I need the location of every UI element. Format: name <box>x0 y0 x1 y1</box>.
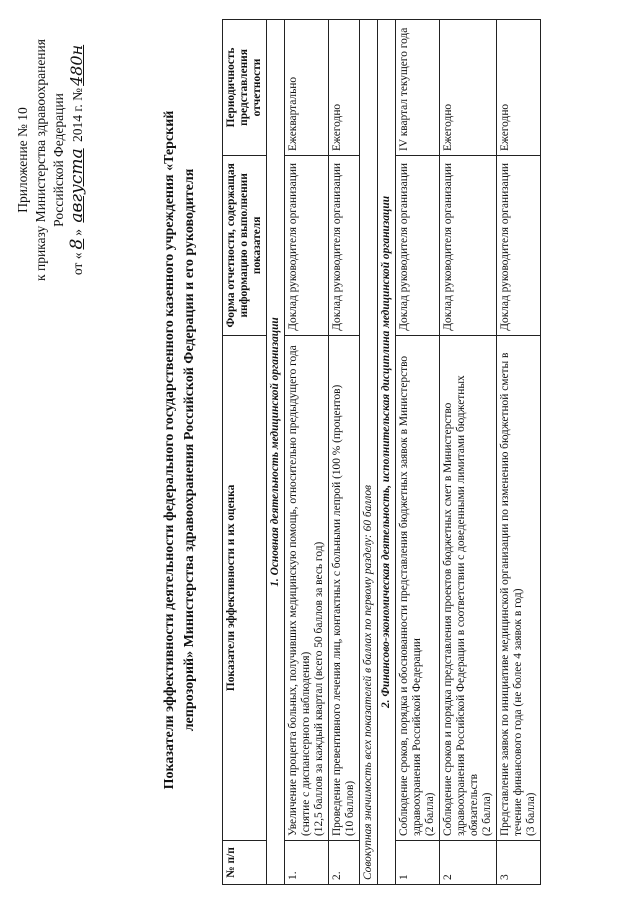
row-number: 2. <box>329 841 360 885</box>
column-number: № п/п <box>223 841 267 885</box>
title-line-1: Показатели эффективности деятельности федерального государственного казенного учреждения «Терский <box>162 110 177 790</box>
report-form-cell: Доклад руководителя организации <box>497 155 541 335</box>
indicator-text: Представление заявок по инициативе медицинской организации по изменению бюджетной сметы в течение финансового года (не более 4 заявок в год) <box>499 352 524 837</box>
indicator-cell <box>285 335 329 840</box>
section-1-title: 1. Основная деятельность медицинской организации <box>267 20 285 885</box>
order-year: 2014 г. № <box>70 87 85 142</box>
report-form-cell: Доклад руководителя организации <box>440 155 497 335</box>
appendix-number: Приложение № 10 <box>15 107 30 213</box>
order-reference: к приказу Министерства здравоохранения <box>33 39 48 281</box>
indicators-table <box>222 19 541 885</box>
column-report-form: Форма отчетности, содержащая информацию о выполнении показателя <box>223 155 267 335</box>
periodicity-cell: Ежегодно <box>497 20 541 156</box>
row-number: 2 <box>440 841 497 885</box>
column-indicator: Показатели эффективности и их оценка <box>223 335 267 840</box>
handwritten-order-number: 480н <box>67 44 86 86</box>
section-1-heading <box>267 20 285 885</box>
indicator-text: Проведение превентивного лечения лиц, контактных с больными лепрой (100 % (процентов) <box>331 384 343 837</box>
indicator-text: Соблюдение сроков и порядка представления проектов бюджетных смет в Министерство здравоохранения Российской Федерации в соответствии с доведенными лимитами бюджетных обязательств <box>442 375 480 837</box>
indicator-score: (3 балла) <box>525 792 537 837</box>
indicator-cell <box>440 335 497 840</box>
title-line-2: лепрозорий» Министерства здравоохранения Российской Федерации и его руководителя <box>182 168 197 732</box>
table-row <box>396 20 440 885</box>
document-title <box>160 35 200 865</box>
section-1-total: Совокупная значимость всех показателей в баллах по первому разделу: 60 баллов <box>360 20 378 885</box>
indicator-score: (2 балла) <box>481 792 493 837</box>
column-periodicity: Периодичность представления отчетности <box>223 20 267 156</box>
periodicity-cell: Ежегодно <box>329 20 360 156</box>
report-form-cell: Доклад руководителя организации <box>285 155 329 335</box>
order-date-line <box>68 15 87 305</box>
indicator-cell <box>329 335 360 840</box>
indicator-cell <box>396 335 440 840</box>
row-number: 1 <box>396 841 440 885</box>
report-form-cell: Доклад руководителя организации <box>329 155 360 335</box>
handwritten-day: 8 <box>67 238 87 250</box>
ministry-name: Российской Федерации <box>51 93 66 227</box>
date-prefix: от « <box>70 252 85 276</box>
section-2-heading <box>378 20 396 885</box>
section-2-title: 2. Финансово-экономическая деятельность, исполнительская дисциплина медицинской организации <box>378 20 396 885</box>
indicator-text: Соблюдение сроков, порядка и обоснованности представления бюджетных заявок в Министерство здравоохранения Российской Федерации <box>398 355 423 837</box>
indicator-score: (12,5 баллов за каждый квартал (всего 50 баллов за весь год) <box>313 541 325 837</box>
indicator-score: (10 баллов) <box>344 780 356 837</box>
date-mid: » <box>70 228 85 236</box>
order-header <box>14 15 87 305</box>
handwritten-month: августа <box>67 148 87 223</box>
section-1-total-row <box>360 20 378 885</box>
table-row <box>440 20 497 885</box>
indicator-cell <box>497 335 541 840</box>
table-row <box>285 20 329 885</box>
table-row <box>329 20 360 885</box>
row-number: 3 <box>497 841 541 885</box>
table-header-row <box>223 20 267 885</box>
row-number: 1. <box>285 841 329 885</box>
periodicity-cell: IV квартал текущего года <box>396 20 440 156</box>
periodicity-cell: Ежеквартально <box>285 20 329 156</box>
table-row <box>497 20 541 885</box>
report-form-cell: Доклад руководителя организации <box>396 155 440 335</box>
periodicity-cell: Ежегодно <box>440 20 497 156</box>
indicator-text: Увеличение процента больных, получивших медицинскую помощь, относительно предыдущего года (снятие с диспансерного наблюдения) <box>287 345 312 837</box>
indicator-score: (2 балла) <box>424 792 436 837</box>
